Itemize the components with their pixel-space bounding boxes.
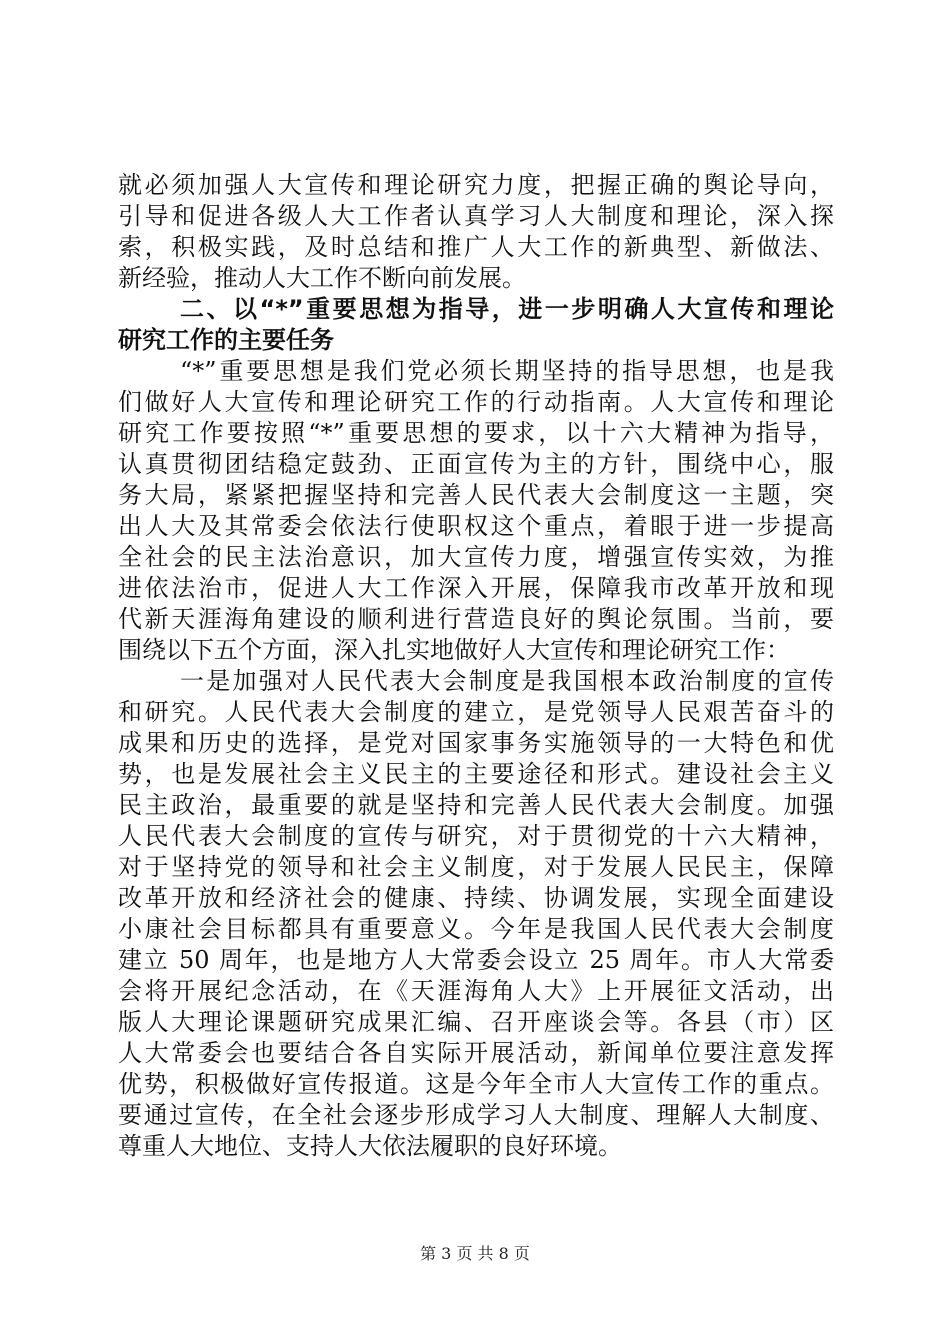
- paragraph-line: 优势，积极做好宣传报道。这是今年全市人大宣传工作的重点。: [118, 1070, 834, 1098]
- page-footer: 第 3 页 共 8 页: [420, 1244, 530, 1263]
- paragraph-line: 人民代表大会制度的宣传与研究，对于贯彻党的十六大精神，: [118, 822, 834, 850]
- paragraph-line: 会将开展纪念活动，在《天涯海角人大》上开展征文活动，出: [118, 977, 834, 1005]
- paragraph-line: 人大常委会也要结合各自实际开展活动，新闻单位要注意发挥: [118, 1039, 834, 1067]
- paragraph-line: 进依法治市，促进人大工作深入开展，保障我市改革开放和现: [118, 574, 834, 602]
- paragraph-line: 要通过宣传，在全社会逐步形成学习人大制度、理解人大制度、: [118, 1101, 834, 1129]
- paragraph-line: 改革开放和经济社会的健康、持续、协调发展，实现全面建设: [118, 884, 834, 912]
- paragraph-line: 新经验，推动人大工作不断向前发展。: [118, 264, 526, 292]
- paragraph-line: 研究工作要按照“*”重要思想的要求，以十六大精神为指导，: [118, 419, 834, 447]
- section-heading-line: 研究工作的主要任务: [118, 326, 334, 354]
- paragraph-line: 就必须加强人大宣传和理论研究力度，把握正确的舆论导向，: [118, 171, 834, 199]
- paragraph-line: 和研究。人民代表大会制度的建立，是党领导人民艰苦奋斗的: [118, 698, 834, 726]
- paragraph-line: 围绕以下五个方面，深入扎实地做好人大宣传和理论研究工作：: [118, 636, 790, 664]
- section-heading-line: 二、以“*”重要思想为指导，进一步明确人大宣传和理论: [180, 295, 834, 323]
- paragraph-line: 尊重人大地位、支持人大依法履职的良好环境。: [118, 1132, 622, 1160]
- paragraph-line: “*”重要思想是我们党必须长期坚持的指导思想，也是我: [180, 357, 834, 385]
- paragraph-line: 认真贯彻团结稳定鼓劲、正面宣传为主的方针，围绕中心，服: [118, 450, 834, 478]
- paragraph-line: 一是加强对人民代表大会制度是我国根本政治制度的宣传: [180, 667, 834, 695]
- paragraph-line: 版人大理论课题研究成果汇编、召开座谈会等。各县（市）区: [118, 1008, 834, 1036]
- paragraph-line: 成果和历史的选择，是党对国家事务实施领导的一大特色和优: [118, 729, 834, 757]
- paragraph-line: 引导和促进各级人大工作者认真学习人大制度和理论，深入探: [118, 202, 834, 230]
- paragraph-line: 势，也是发展社会主义民主的主要途径和形式。建设社会主义: [118, 760, 834, 788]
- paragraph-line: 们做好人大宣传和理论研究工作的行动指南。人大宣传和理论: [118, 388, 834, 416]
- paragraph-line: 索，积极实践，及时总结和推广人大工作的新典型、新做法、: [118, 233, 834, 261]
- paragraph-line: 代新天涯海角建设的顺利进行营造良好的舆论氛围。当前，要: [118, 605, 834, 633]
- paragraph-line: 对于坚持党的领导和社会主义制度，对于发展人民民主，保障: [118, 853, 834, 881]
- paragraph-line: 全社会的民主法治意识，加大宣传力度，增强宣传实效，为推: [118, 543, 834, 571]
- paragraph-line: 小康社会目标都具有重要意义。今年是我国人民代表大会制度: [118, 915, 834, 943]
- paragraph-line: 务大局，紧紧把握坚持和完善人民代表大会制度这一主题，突: [118, 481, 834, 509]
- paragraph-line: 民主政治，最重要的就是坚持和完善人民代表大会制度。加强: [118, 791, 834, 819]
- document-body: [118, 170, 834, 1162]
- paragraph-line: 建立 50 周年，也是地方人大常委会设立 25 周年。市人大常委: [118, 946, 834, 974]
- paragraph-line: 出人大及其常委会依法行使职权这个重点，着眼于进一步提高: [118, 512, 834, 540]
